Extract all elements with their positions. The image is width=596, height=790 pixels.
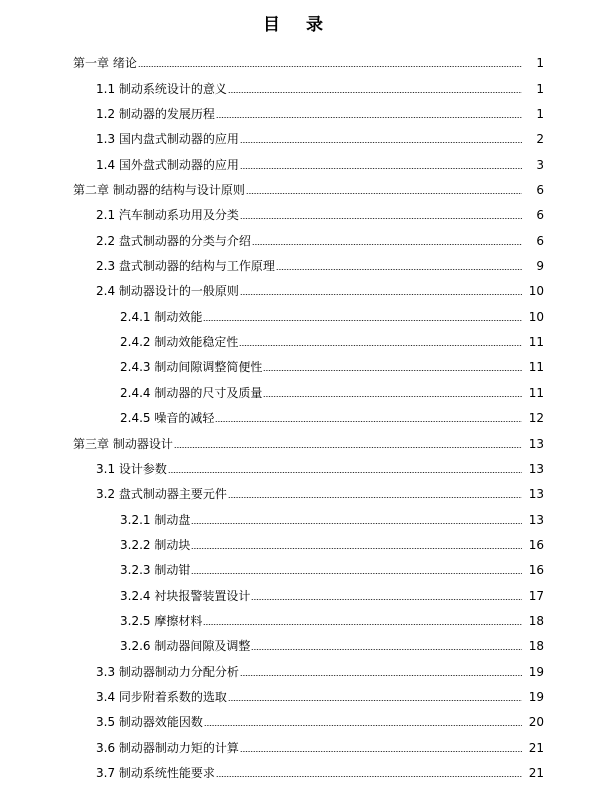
toc-entry-title: 3.4 同步附着系数的选取 xyxy=(96,689,227,704)
toc-entry[interactable] xyxy=(0,429,596,454)
toc-entry[interactable] xyxy=(0,683,596,708)
toc-entry[interactable] xyxy=(0,607,596,632)
dot-leader xyxy=(216,116,522,119)
toc-entry-page-number: 3 xyxy=(536,157,544,172)
toc-entry-title: 3.6 制动器制动力矩的计算 xyxy=(96,740,239,755)
toc-entry[interactable] xyxy=(0,302,596,327)
dot-leader xyxy=(203,623,522,626)
toc-entry[interactable] xyxy=(0,353,596,378)
toc-entry-page-number: 11 xyxy=(528,385,544,400)
toc-entry-title: 2.4.4 制动器的尺寸及质量 xyxy=(120,385,263,400)
toc-entry-title: 1.1 制动系统设计的意义 xyxy=(96,81,227,96)
toc-entry-title: 3.7 制动系统性能要求 xyxy=(96,765,215,780)
toc-entry-title: 3.2.5 摩擦材料 xyxy=(120,613,203,628)
toc-entry-page-number: 21 xyxy=(528,740,544,755)
toc-entry-page-number: 9 xyxy=(536,259,544,274)
toc-entry[interactable] xyxy=(0,150,596,175)
dot-leader xyxy=(276,268,522,271)
toc-entry[interactable] xyxy=(0,176,596,201)
toc-entry[interactable] xyxy=(0,404,596,429)
dot-leader xyxy=(228,496,522,499)
toc-entry-title: 2.3 盘式制动器的结构与工作原理 xyxy=(96,259,275,274)
toc-entry-title: 1.2 制动器的发展历程 xyxy=(96,107,215,122)
dot-leader xyxy=(240,217,522,220)
dot-leader xyxy=(228,699,522,702)
toc-entry-page-number: 6 xyxy=(536,233,544,248)
toc-entry-page-number: 19 xyxy=(528,664,544,679)
dot-leader xyxy=(240,293,522,296)
toc-entry-page-number: 11 xyxy=(528,335,544,350)
toc-entry[interactable] xyxy=(0,733,596,758)
toc-entry[interactable] xyxy=(0,556,596,581)
dot-leader xyxy=(263,395,522,398)
toc-entry-page-number: 1 xyxy=(536,81,544,96)
toc-entry-title: 1.4 国外盘式制动器的应用 xyxy=(96,157,239,172)
toc-entry-page-number: 1 xyxy=(536,56,544,71)
toc-entry-page-number: 10 xyxy=(528,284,544,299)
toc-entry[interactable] xyxy=(0,74,596,99)
dot-leader xyxy=(204,724,522,727)
toc-entry-page-number: 18 xyxy=(528,639,544,654)
toc-entry-page-number: 1 xyxy=(536,107,544,122)
toc-entry-page-number: 12 xyxy=(528,411,544,426)
dot-leader xyxy=(251,598,522,601)
table-of-contents xyxy=(0,49,596,784)
dot-leader xyxy=(263,369,522,372)
toc-entry-page-number: 13 xyxy=(528,436,544,451)
dot-leader xyxy=(251,648,522,651)
dot-leader xyxy=(174,446,522,449)
toc-entry[interactable] xyxy=(0,226,596,251)
toc-entry-page-number: 16 xyxy=(528,563,544,578)
toc-entry-title: 3.2.2 制动块 xyxy=(120,537,191,552)
toc-entry-page-number: 2 xyxy=(536,132,544,147)
toc-entry[interactable] xyxy=(0,277,596,302)
toc-entry-page-number: 21 xyxy=(528,765,544,780)
toc-entry-title: 第一章 绪论 xyxy=(73,56,137,71)
toc-entry[interactable] xyxy=(0,708,596,733)
toc-entry-title: 1.3 国内盘式制动器的应用 xyxy=(96,132,239,147)
toc-entry[interactable] xyxy=(0,480,596,505)
toc-entry-page-number: 6 xyxy=(536,183,544,198)
dot-leader xyxy=(228,91,522,94)
toc-entry-page-number: 13 xyxy=(528,487,544,502)
toc-entry-page-number: 6 xyxy=(536,208,544,223)
toc-entry-title: 3.3 制动器制动力分配分析 xyxy=(96,664,239,679)
dot-leader xyxy=(191,522,522,525)
toc-entry-page-number: 16 xyxy=(528,537,544,552)
dot-leader xyxy=(240,167,522,170)
toc-entry[interactable] xyxy=(0,455,596,480)
toc-entry[interactable] xyxy=(0,49,596,74)
toc-entry[interactable] xyxy=(0,378,596,403)
toc-entry[interactable] xyxy=(0,531,596,556)
toc-entry[interactable] xyxy=(0,759,596,784)
dot-leader xyxy=(191,572,522,575)
dot-leader xyxy=(138,65,522,68)
toc-entry-page-number: 10 xyxy=(528,309,544,324)
toc-entry-title: 3.2.3 制动钳 xyxy=(120,563,191,578)
page-title: 目 录 xyxy=(263,15,333,35)
dot-leader xyxy=(168,471,522,474)
toc-entry-title: 第二章 制动器的结构与设计原则 xyxy=(73,183,245,198)
dot-leader xyxy=(203,319,522,322)
toc-entry-title: 2.4.1 制动效能 xyxy=(120,309,203,324)
toc-entry-page-number: 18 xyxy=(528,613,544,628)
dot-leader xyxy=(240,141,522,144)
toc-entry-title: 2.1 汽车制动系功用及分类 xyxy=(96,208,239,223)
dot-leader xyxy=(239,344,522,347)
toc-entry[interactable] xyxy=(0,328,596,353)
toc-entry-title: 3.1 设计参数 xyxy=(96,461,167,476)
toc-entry-page-number: 17 xyxy=(528,588,544,603)
toc-entry-title: 2.4 制动器设计的一般原则 xyxy=(96,284,239,299)
toc-entry-title: 第三章 制动器设计 xyxy=(73,436,173,451)
dot-leader xyxy=(246,192,522,195)
toc-entry-title: 2.4.5 噪音的减轻 xyxy=(120,411,215,426)
toc-entry[interactable] xyxy=(0,505,596,530)
toc-entry-title: 3.2.4 衬块报警装置设计 xyxy=(120,588,251,603)
dot-leader xyxy=(252,243,522,246)
dot-leader xyxy=(240,750,522,753)
toc-entry[interactable] xyxy=(0,100,596,125)
toc-entry[interactable] xyxy=(0,252,596,277)
toc-entry-title: 3.2.6 制动器间隙及调整 xyxy=(120,639,251,654)
toc-entry-title: 2.4.3 制动间隙调整简便性 xyxy=(120,360,263,375)
toc-entry-page-number: 11 xyxy=(528,360,544,375)
toc-entry-title: 2.2 盘式制动器的分类与介绍 xyxy=(96,233,251,248)
dot-leader xyxy=(215,420,522,423)
toc-entry[interactable] xyxy=(0,125,596,150)
toc-entry[interactable] xyxy=(0,201,596,226)
toc-entry-title: 3.2 盘式制动器主要元件 xyxy=(96,487,227,502)
toc-entry-page-number: 20 xyxy=(528,715,544,730)
toc-entry[interactable] xyxy=(0,657,596,682)
toc-entry-title: 3.2.1 制动盘 xyxy=(120,512,191,527)
dot-leader xyxy=(240,674,522,677)
toc-entry-page-number: 13 xyxy=(528,512,544,527)
toc-entry[interactable] xyxy=(0,632,596,657)
toc-entry-title: 2.4.2 制动效能稳定性 xyxy=(120,335,239,350)
dot-leader xyxy=(191,547,522,550)
toc-entry[interactable] xyxy=(0,581,596,606)
toc-entry-page-number: 19 xyxy=(528,689,544,704)
toc-entry-page-number: 13 xyxy=(528,461,544,476)
dot-leader xyxy=(216,775,522,778)
toc-entry-title: 3.5 制动器效能因数 xyxy=(96,715,203,730)
